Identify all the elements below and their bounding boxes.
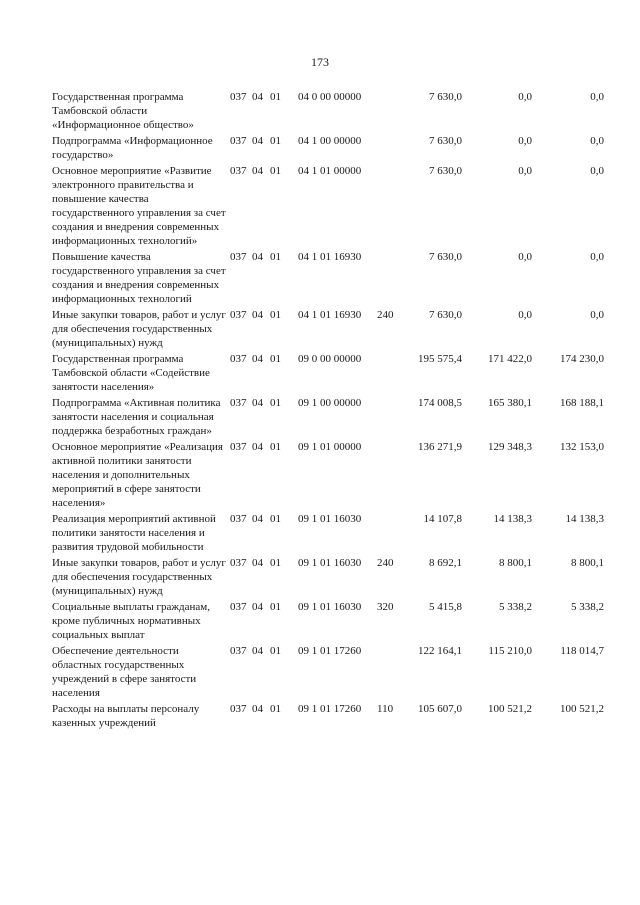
target-article-code: 09 0 00 00000 [298,353,362,365]
subsection-code: 01 [270,703,281,715]
subsection-code: 01 [270,601,281,613]
row-name: Основное мероприятие «Реализация активной политики занятости населения и дополнительных мероприятий в сфере занятости населения» [52,441,223,509]
amount-year-3: 174 230,0 [560,353,604,365]
ministry-code: 037 [230,353,247,365]
amount-year-2: 0,0 [518,309,532,321]
subsection-code: 01 [270,397,281,409]
section-code: 04 [252,513,263,525]
ministry-code: 037 [230,645,247,657]
ministry-code: 037 [230,557,247,569]
expense-type-code: 240 [377,309,394,321]
amount-year-2: 14 138,3 [493,513,532,525]
section-code: 04 [252,645,263,657]
amount-year-2: 0,0 [518,251,532,263]
target-article-code: 09 1 01 16030 [298,601,362,613]
expense-type-code: 240 [377,557,394,569]
table-row [52,512,622,554]
row-name: Основное мероприятие «Развитие электронного правительства и повышение качества государственного управления за счет создания и внедрения современных информационных технологий» [52,165,226,247]
table-row [52,556,622,598]
budget-table [52,90,622,729]
amount-year-2: 5 338,2 [499,601,532,613]
table-row [52,600,622,642]
row-name: Государственная программа Тамбовской области «Содействие занятости населения» [52,353,210,393]
expense-type-code: 320 [377,601,394,613]
amount-year-3: 0,0 [590,135,604,147]
section-code: 04 [252,441,263,453]
amount-year-2: 100 521,2 [488,703,532,715]
target-article-code: 09 1 01 16030 [298,513,362,525]
subsection-code: 01 [270,165,281,177]
section-code: 04 [252,353,263,365]
amount-year-3: 132 153,0 [560,441,604,453]
amount-year-3: 118 014,7 [560,645,604,657]
row-name: Обеспечение деятельности областных государственных учреждений в сфере занятости населения [52,645,197,699]
amount-year-2: 129 348,3 [488,441,532,453]
amount-year-2: 115 210,0 [488,645,532,657]
section-code: 04 [252,703,263,715]
ministry-code: 037 [230,703,247,715]
row-name: Подпрограмма «Активная политика занятости населения и социальная поддержка безработных граждан» [52,397,221,437]
amount-year-1: 7 630,0 [429,309,462,321]
amount-year-1: 7 630,0 [429,91,462,103]
section-code: 04 [252,135,263,147]
amount-year-2: 165 380,1 [488,397,532,409]
row-name: Иные закупки товаров, работ и услуг для обеспечения государственных (муниципальных) нужд [52,557,226,597]
amount-year-3: 100 521,2 [560,703,604,715]
amount-year-3: 0,0 [590,91,604,103]
section-code: 04 [252,165,263,177]
target-article-code: 09 1 01 17260 [298,645,362,657]
amount-year-3: 8 800,1 [571,557,604,569]
table-row [52,164,622,248]
amount-year-3: 168 188,1 [560,397,604,409]
subsection-code: 01 [270,251,281,263]
target-article-code: 09 1 00 00000 [298,397,362,409]
subsection-code: 01 [270,557,281,569]
ministry-code: 037 [230,91,247,103]
amount-year-1: 105 607,0 [418,703,462,715]
table-row [52,134,622,162]
table-row [52,308,622,350]
expense-type-code: 110 [377,703,394,715]
amount-year-3: 5 338,2 [571,601,604,613]
amount-year-3: 14 138,3 [565,513,604,525]
section-code: 04 [252,91,263,103]
amount-year-1: 8 692,1 [429,557,462,569]
section-code: 04 [252,309,263,321]
amount-year-1: 136 271,9 [418,441,462,453]
section-code: 04 [252,251,263,263]
ministry-code: 037 [230,397,247,409]
ministry-code: 037 [230,513,247,525]
amount-year-1: 7 630,0 [429,165,462,177]
amount-year-1: 174 008,5 [418,397,462,409]
subsection-code: 01 [270,645,281,657]
ministry-code: 037 [230,309,247,321]
amount-year-1: 7 630,0 [429,135,462,147]
amount-year-1: 14 107,8 [423,513,462,525]
table-row [52,702,622,730]
row-name: Повышение качества государственного управления за счет создания и внедрения современных информационных технологий [52,251,226,305]
row-name: Социальные выплаты гражданам, кроме публичных нормативных социальных выплат [52,601,210,641]
amount-year-3: 0,0 [590,251,604,263]
target-article-code: 09 1 01 16030 [298,557,362,569]
target-article-code: 04 1 01 16930 [298,309,362,321]
table-row [52,90,622,132]
row-name: Подпрограмма «Информационное государство» [52,135,213,161]
section-code: 04 [252,601,263,613]
amount-year-3: 0,0 [590,309,604,321]
row-name: Реализация мероприятий активной политики занятости населения и развития трудовой мобильности [52,513,216,553]
subsection-code: 01 [270,135,281,147]
row-name: Иные закупки товаров, работ и услуг для обеспечения государственных (муниципальных) нужд [52,309,226,349]
target-article-code: 09 1 01 17260 [298,703,362,715]
subsection-code: 01 [270,513,281,525]
amount-year-1: 122 164,1 [418,645,462,657]
subsection-code: 01 [270,441,281,453]
subsection-code: 01 [270,309,281,321]
table-row [52,440,622,510]
table-row [52,352,622,394]
table-row [52,396,622,438]
target-article-code: 09 1 01 00000 [298,441,362,453]
target-article-code: 04 1 01 16930 [298,251,362,263]
ministry-code: 037 [230,135,247,147]
subsection-code: 01 [270,91,281,103]
subsection-code: 01 [270,353,281,365]
target-article-code: 04 1 01 00000 [298,165,362,177]
ministry-code: 037 [230,251,247,263]
amount-year-2: 0,0 [518,91,532,103]
table-row [52,644,622,700]
table-row [52,250,622,306]
amount-year-1: 195 575,4 [418,353,462,365]
amount-year-2: 0,0 [518,135,532,147]
amount-year-3: 0,0 [590,165,604,177]
amount-year-1: 7 630,0 [429,251,462,263]
amount-year-2: 8 800,1 [499,557,532,569]
ministry-code: 037 [230,165,247,177]
section-code: 04 [252,397,263,409]
page-number: 173 [311,55,329,69]
section-code: 04 [252,557,263,569]
amount-year-2: 171 422,0 [488,353,532,365]
ministry-code: 037 [230,441,247,453]
amount-year-2: 0,0 [518,165,532,177]
ministry-code: 037 [230,601,247,613]
amount-year-1: 5 415,8 [429,601,462,613]
row-name: Расходы на выплаты персоналу казенных учреждений [52,703,200,729]
target-article-code: 04 1 00 00000 [298,135,362,147]
target-article-code: 04 0 00 00000 [298,91,362,103]
row-name: Государственная программа Тамбовской области «Информационное общество» [52,91,194,131]
